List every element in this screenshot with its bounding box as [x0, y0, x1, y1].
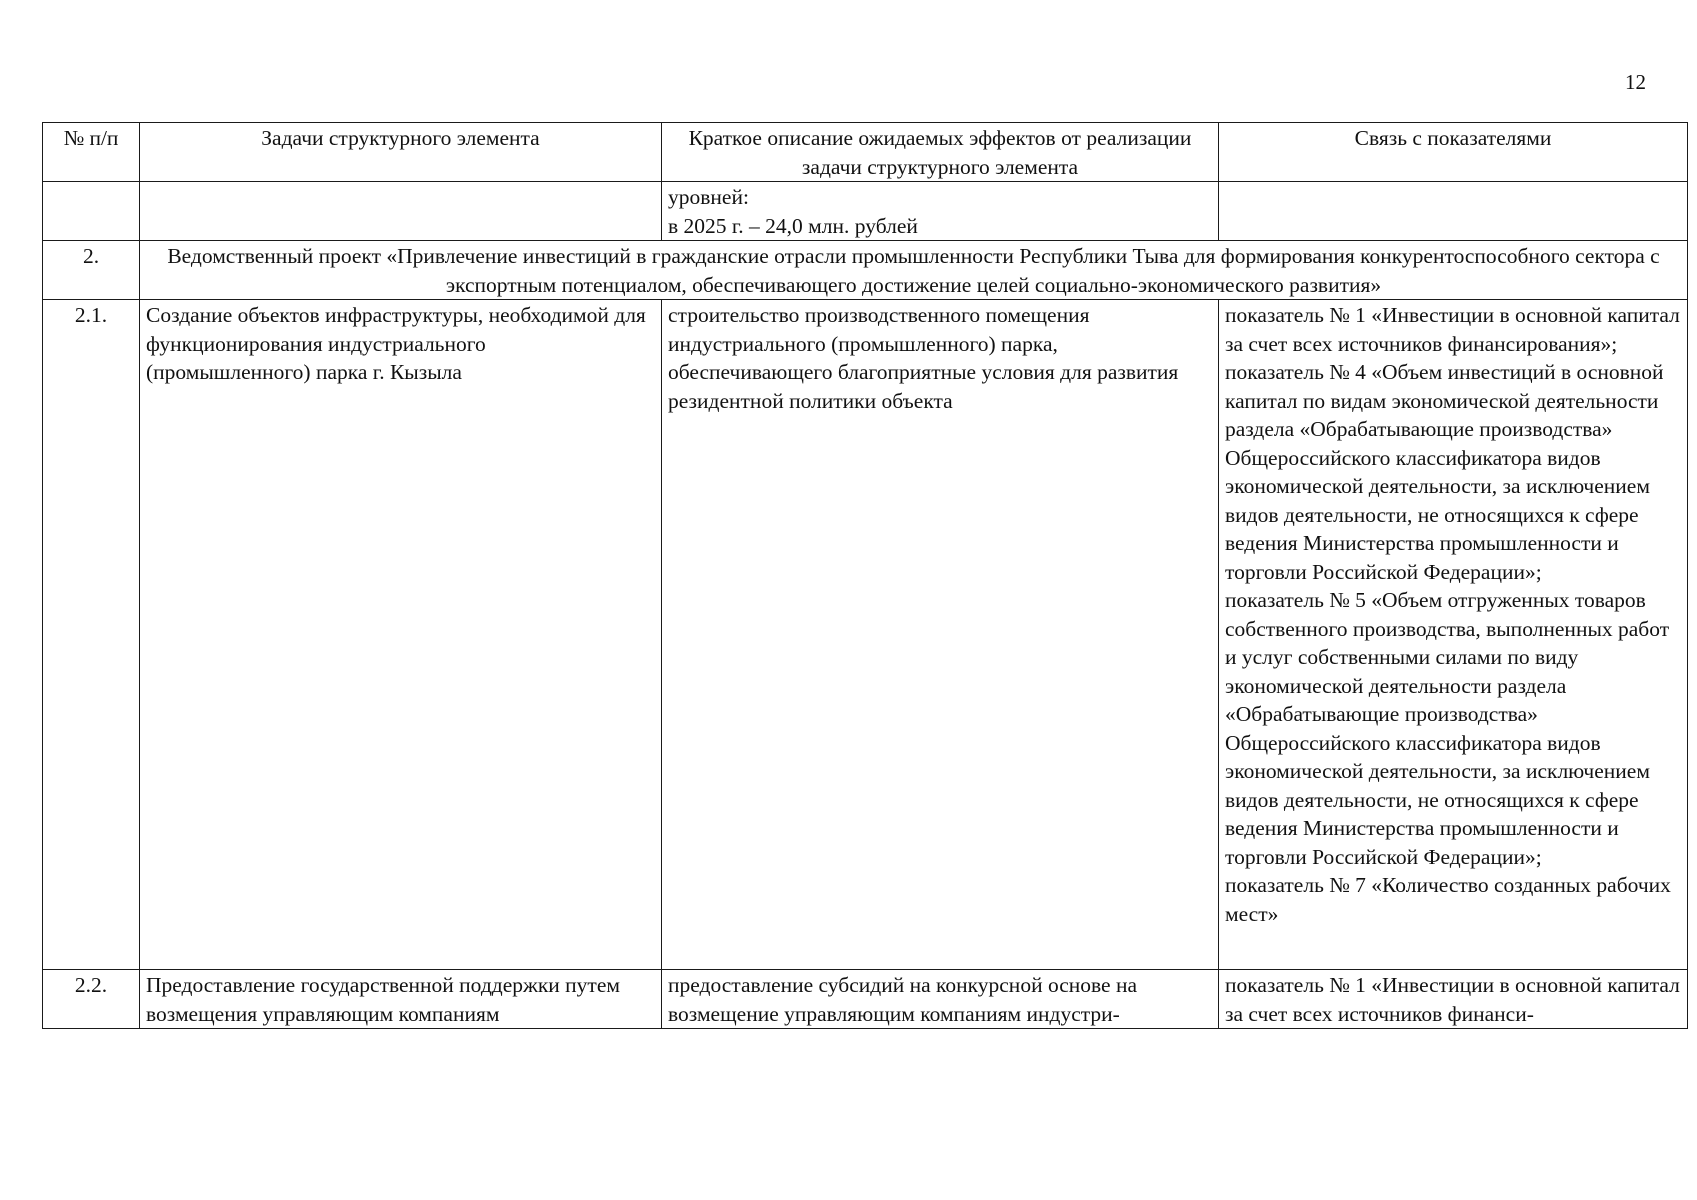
table-row-continuation — [43, 182, 1688, 241]
cell-num — [43, 182, 140, 241]
cell-indicators: показатель № 1 «Инвестиции в основной капитал за счет всех источников финансирования»; показатель № 4 «Объем инвестиций в основной капитал по видам экономической деятельности раздела «Обрабатывающие производства» Общероссийского классификатора видов экономической деятельности, за исключением видов деятельности, не относящихся к сфере ведения Министерства промышленности и торговли Российской Федерации»; показатель № 5 «Объем отгруженных товаров собственного производства, выполненных работ и услуг собственными силами по виду экономической деятельности раздела «Обрабатывающие производства» Общероссийского классификатора видов экономической деятельности, за исключением видов деятельности, не относящихся к сфере ведения Министерства промышленности и торговли Российской Федерации»; показатель № 7 «Количество созданных рабочих мест» — [1219, 300, 1688, 970]
table-row-project — [43, 241, 1688, 300]
cell-num: 2.1. — [43, 300, 140, 970]
cell-effect: уровней: в 2025 г. – 24,0 млн. рублей — [662, 182, 1219, 241]
cell-indicators — [1219, 182, 1688, 241]
structural-element-table — [42, 122, 1688, 1029]
header-indicators: Связь с показателями — [1219, 123, 1688, 182]
project-title: Ведомственный проект «Привлечение инвестиций в гражданские отрасли промышленности Республики Тыва для формирования конкурентоспособного сектора с экспортным потенциалом, обеспечивающего достижение целей социально-экономического развития» — [140, 241, 1688, 300]
table-row — [43, 970, 1688, 1029]
cell-num: 2. — [43, 241, 140, 300]
header-tasks: Задачи структурного элемента — [140, 123, 662, 182]
cell-effect: строительство производственного помещения индустриального (промышленного) парка, обеспечивающего благоприятные условия для развития резидентной политики объекта — [662, 300, 1219, 970]
cell-task: Создание объектов инфраструктуры, необходимой для функционирования индустриального (промышленного) парка г. Кызыла — [140, 300, 662, 970]
table-row — [43, 300, 1688, 970]
cell-indicators: показатель № 1 «Инвестиции в основной капитал за счет всех источников финанси- — [1219, 970, 1688, 1029]
cell-task: Предоставление государственной поддержки путем возмещения управляющим компаниям — [140, 970, 662, 1029]
table-header-row — [43, 123, 1688, 182]
cell-effect: предоставление субсидий на конкурсной основе на возмещение управляющим компаниям индустри- — [662, 970, 1219, 1029]
header-effects: Краткое описание ожидаемых эффектов от реализации задачи структурного элемента — [662, 123, 1219, 182]
cell-task — [140, 182, 662, 241]
cell-num: 2.2. — [43, 970, 140, 1029]
header-num: № п/п — [43, 123, 140, 182]
page-number: 12 — [1625, 70, 1646, 94]
